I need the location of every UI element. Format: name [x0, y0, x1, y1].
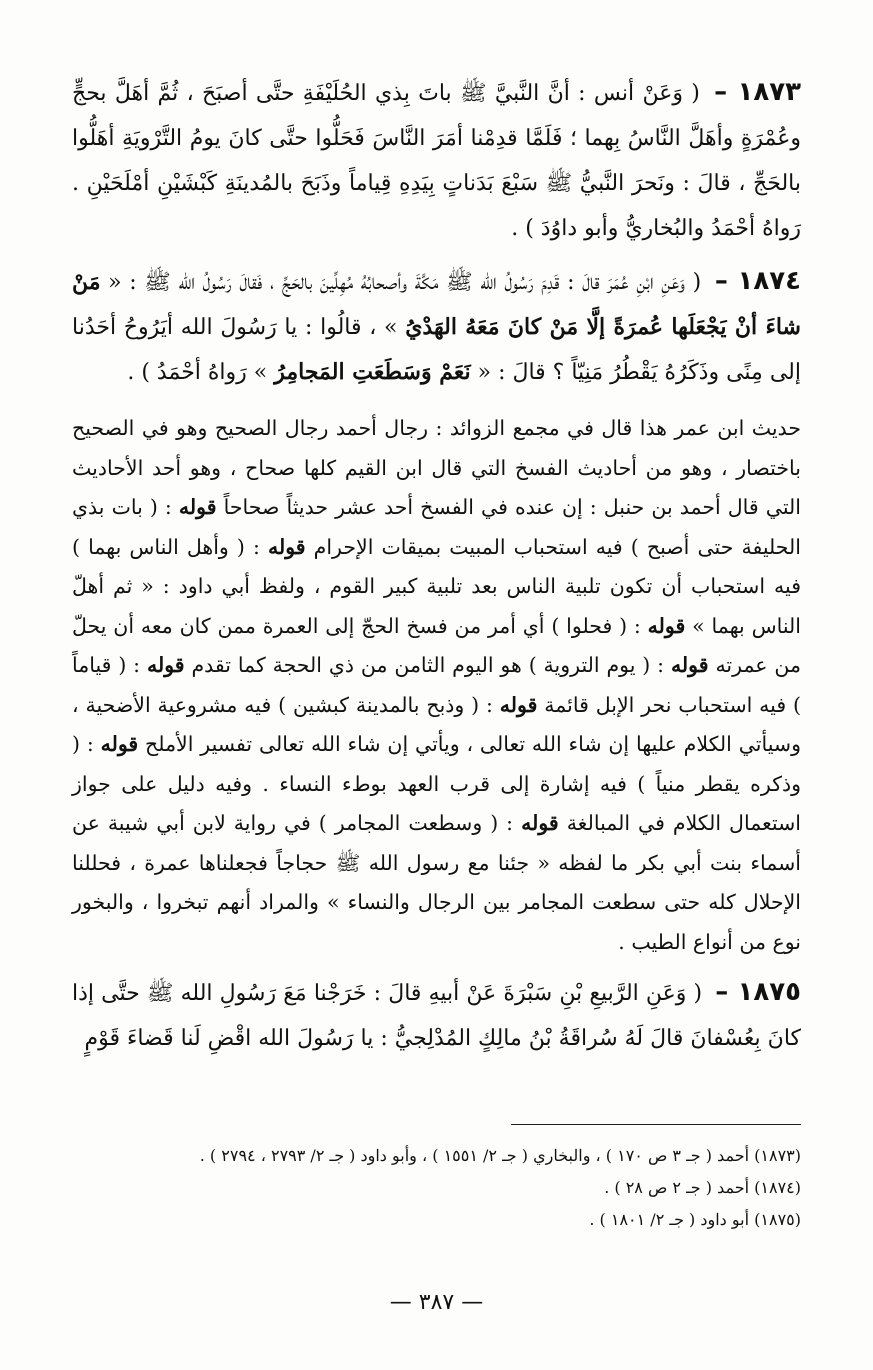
page-number: — ٣٨٧ — [389, 1290, 484, 1315]
qawluh-label: قوله [670, 653, 709, 677]
hadith-text: ( وَعَنْ أنس : أنَّ النَّبيَّ ﷺ باتَ بِذي الحُلَيْفَةِ حتَّى أصبَحَ ، ثُمَّ أهَلَّ بحجٍّ وعُمْرَةٍ وأهَلَّ النَّاسُ بِهما ؛ فَلَمَّا قدِمْنا أمَرَ النَّاسَ فَحَلُّوا حتَّى كانَ يومُ التَّرْويَةِ أهَلُّوا بالحَجِّ ، قالَ : ونَحرَ النَّبيُّ ﷺ سَبْعَ بَدَناتٍ بِيَدِهِ قِياماً وذَبَحَ بالمُدينَةِ كَبْشَيْنِ أمْلَحَيْنِ . رَواهُ أحْمَدُ والبُخاريُّ وأبو داوُدَ ) . [72, 81, 801, 241]
qawluh-label: قوله [647, 613, 686, 638]
qawluh-label: قوله [521, 811, 559, 835]
commentary-text: : ( وذكره يقطر منياً ) فيه إشارة إلى قرب العهد بوطء النساء . وفيه دليل على جواز استعمال الكلام في المبالغة [72, 732, 801, 835]
hadith-1875 [72, 970, 801, 1061]
hadith-text: ( وَعَنِ الرَّبيعِ بْنِ سَبْرَةَ عَنْ أبيهِ قالَ : خَرَجْنا مَعَ رَسُولِ الله ﷺ حتَّى إذا كانَ بِعُسْفانَ قالَ لَهُ سُراقَةُ بْنُ مالِكٍ المُدْلِجيُّ : يا رَسُولَ الله اقْضِ لَنا قَضاءَ قَوْمٍ [72, 981, 801, 1051]
qawluh-label: قوله [146, 653, 185, 677]
hadith-text: ( وَعَنِ ابْنِ عُمَرَ قالَ : قَدِمَ رَسُولُ الله ﷺ مَكَّةَ وأصحابُهُ مُهِلِّينَ بالحَجِّ ، فَقالَ رَسُولُ الله ﷺ : « [100, 270, 702, 295]
prophet-saying: نَعَمْ وَسَطَعَتِ المَجامِرُ [274, 359, 471, 385]
qawluh-label: قوله [100, 732, 139, 756]
hadith-number: ١٨٧٣ – [714, 77, 802, 107]
hadith-text: » رَواهُ أحْمَدُ ) . [127, 360, 275, 385]
commentary-text: : ( وسطعت المجامر ) في رواية لابن أبي شيبة عن أسماء بنت أبي بكر ما لفظه « جئنا مع رسول الله ﷺ حجاجاً فجعلناها عمرة ، فحللنا الإحلال كله حتى سطعت المجامر بين الرجال والنساء » والمراد أنهم تبخروا ، والبخور نوع من أنواع الطيب . [72, 811, 801, 954]
commentary-text: : ( قياماً ) فيه استحباب نحر الإبل قائمة [72, 653, 802, 717]
commentary-text: : ( بات بذي الحليفة حتى أصبح ) فيه استحباب المبيت بميقات الإحرام [72, 495, 801, 559]
qawluh-label: قوله [178, 495, 217, 519]
commentary-text: : ( يوم التروية ) هو اليوم الثامن من ذي الحجة كما تقدم [184, 653, 671, 677]
commentary-text: : ( فحلوا ) أي أمر من فسخ الحجّ إلى العمرة ممن كان معه أن يحلّ من عمرته [72, 613, 801, 677]
hadith-1874 [72, 259, 801, 395]
footnote-1875: (١٨٧٥) أبو داود ( جـ ٢/ ١٨٠١ ) . [589, 1210, 801, 1229]
commentary-text: : ( وأهل الناس بهما ) فيه استحباب أن تكون تلبية الناس بعد تلبية كبير القوم ، ولفظ أبي داود : « ثم أهلّ الناس بهما » [72, 534, 801, 638]
hadith-text: » ، قالُوا : يا رَسُولَ الله أيَرُوحُ أحَدُنا إلى مِنًى وذَكَرُهُ يَقْطُرُ مَنِيّاً ؟ قالَ : « [72, 315, 801, 385]
commentary [72, 409, 801, 962]
footnotes [72, 1140, 801, 1236]
footnote-1874: (١٨٧٤) أحمد ( جـ ٢ ص ٢٨ ) . [604, 1178, 801, 1197]
footnote-1873: (١٨٧٣) أحمد ( جـ ٣ ص ١٧٠ ) ، والبخاري ( جـ ٢/ ١٥٥١ ) ، وأبو داود ( جـ ٢/ ٢٧٩٣ ، ٢٧٩٤ ) . [199, 1146, 801, 1165]
prophet-saying: مَنْ شاءَ أنْ يَجْعَلَها عُمرَةً إلَّا مَنْ كانَ مَعَهُ الهَدْيُ [72, 269, 801, 340]
footnote-divider [511, 1124, 801, 1125]
qawluh-label: قوله [499, 692, 538, 717]
hadith-number: ١٨٧٤ – [714, 266, 801, 296]
commentary-text: حديث ابن عمر هذا قال في مجمع الزوائد : رجال أحمد رجال الصحيح وهو في الصحيح باختصار ، وهو من أحاديث الفسخ التي قال ابن القيم كلها صحاح ، وهو أحد الأحاديث التي قال أحمد بن حنبل : إن عنده في الفسخ أحد عشر حديثاً صحاحاً [72, 416, 802, 519]
hadith-number: ١٨٧٥ – [715, 977, 801, 1007]
qawluh-label: قوله [267, 534, 306, 559]
hadith-1873 [72, 70, 801, 251]
commentary-text: : ( وذبح بالمدينة كبشين ) فيه مشروعية الأضحية ، وسيأتي الكلام عليها إن شاء الله تعالى ، ويأتي إن شاء الله تعالى تفسير الأملح [72, 692, 801, 756]
